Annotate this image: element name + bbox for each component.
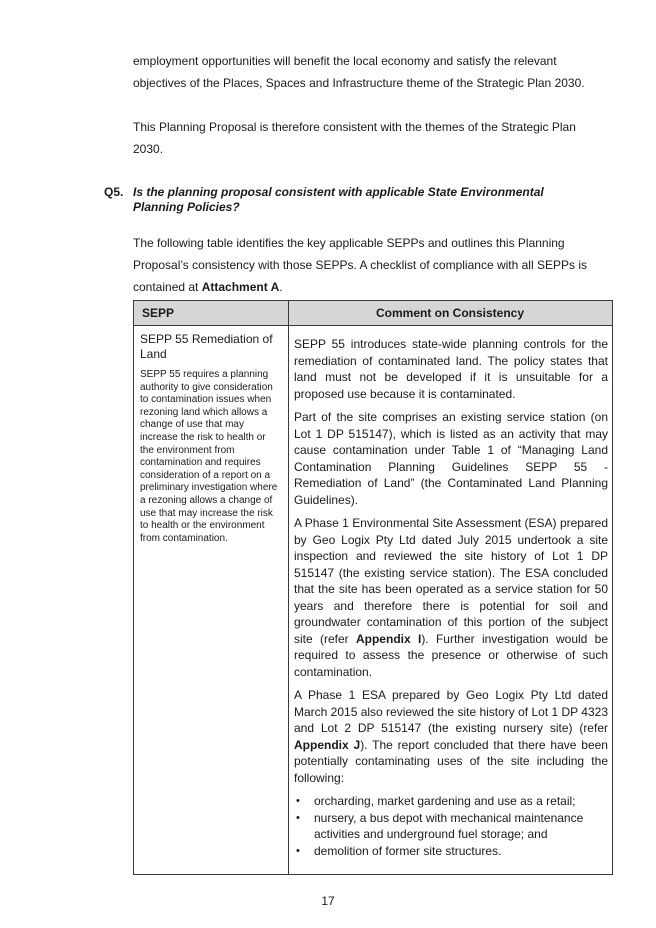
list-item bbox=[294, 843, 608, 860]
comment-4-after: ). The report concluded that there have been potentially contaminating uses of the site including the following: bbox=[294, 737, 608, 785]
sepp-table bbox=[133, 300, 613, 875]
appendix-i-ref: Appendix I bbox=[355, 631, 422, 646]
sepp-title: SEPP 55 Remediation of Land bbox=[140, 332, 273, 361]
bullet-icon: • bbox=[296, 795, 300, 807]
comment-3-after: ). Further investigation would be required to assess the presence or otherwise of such contamination. bbox=[294, 631, 608, 679]
sepp-cell bbox=[140, 332, 280, 545]
comment-paragraph-4 bbox=[294, 687, 608, 786]
comment-paragraph-1: SEPP 55 introduces state-wide planning controls for the remediation of contaminated land. The policy states that land must not be developed if it is unsuitable for a proposed use because it is contaminated. bbox=[294, 337, 608, 401]
table-intro-end: . bbox=[279, 280, 283, 294]
attachment-a-ref: Attachment A bbox=[201, 280, 280, 294]
header-comment: Comment on Consistency bbox=[375, 306, 525, 320]
page-number: 17 bbox=[321, 894, 335, 908]
list-item bbox=[294, 793, 608, 810]
consistency-paragraph: This Planning Proposal is therefore consistent with the themes of the Strategic Plan 2030. bbox=[133, 120, 576, 156]
list-item-text: nursery, a bus depot with mechanical maintenance activities and underground fuel storage; and bbox=[314, 810, 584, 841]
comment-paragraph-2: Part of the site comprises an existing service station (on Lot 1 DP 515147), which is listed as an activity that may cause contamination under Table 1 of “Managing Land Contamination Planning Guidelines SEPP 55 - Remediation of Land” (the Contaminated Land Planning Guidelines). bbox=[294, 410, 608, 507]
contamination-uses-list bbox=[294, 793, 608, 859]
header-sepp: SEPP bbox=[142, 306, 175, 320]
comment-paragraph-3 bbox=[294, 515, 608, 680]
table-header-row bbox=[134, 301, 612, 326]
list-item bbox=[294, 810, 608, 843]
list-item-text: orcharding, market gardening and use as a retail; bbox=[314, 794, 576, 808]
comment-cell bbox=[294, 336, 608, 859]
comment-3-before: A Phase 1 Environmental Site Assessment (ESA) prepared by Geo Logix Pty Ltd dated July 2015 undertook a site inspection and reviewed the site history of Lot 1 DP 515147 (the existing service station). The ESA concluded that the site has been operated as a service station for 50 years and therefore there is potential for soil and groundwater contamination of this portion of the subject site (refer bbox=[294, 516, 608, 646]
table-intro-text: The following table identifies the key applicable SEPPs and outlines this Planning Proposal’s consistency with those SEPPs. A checklist of compliance with all SEPPs is contained at bbox=[133, 236, 587, 294]
intro-paragraph: employment opportunities will benefit the local economy and satisfy the relevant objectives of the Places, Spaces and Infrastructure theme of the Strategic Plan 2030. bbox=[133, 54, 585, 90]
list-item-text: demolition of former site structures. bbox=[314, 843, 502, 858]
comment-4-before: A Phase 1 ESA prepared by Geo Logix Pty Ltd dated March 2015 also reviewed the site history of Lot 1 DP 4323 and Lot 2 DP 515147 (the existing nursery site) (refer bbox=[294, 688, 608, 735]
table-intro-paragraph bbox=[133, 232, 603, 298]
question-text: Is the planning proposal consistent with applicable State Environmental Planning Policies? bbox=[133, 185, 544, 214]
column-divider bbox=[288, 301, 289, 874]
question-number: Q5. bbox=[104, 185, 124, 199]
bullet-icon: • bbox=[296, 844, 300, 857]
bullet-icon: • bbox=[296, 811, 300, 824]
sepp-description: SEPP 55 requires a planning authority to give consideration to contamination issues when rezoning land which allows a change of use that may increase the risk to health or the environment from contamination and requires consideration of a report on a preliminary investigation where a rezoning allows a change of use that may increase the risk to health or the environment from contamination. bbox=[140, 369, 278, 544]
appendix-j-ref: Appendix J bbox=[294, 737, 361, 752]
